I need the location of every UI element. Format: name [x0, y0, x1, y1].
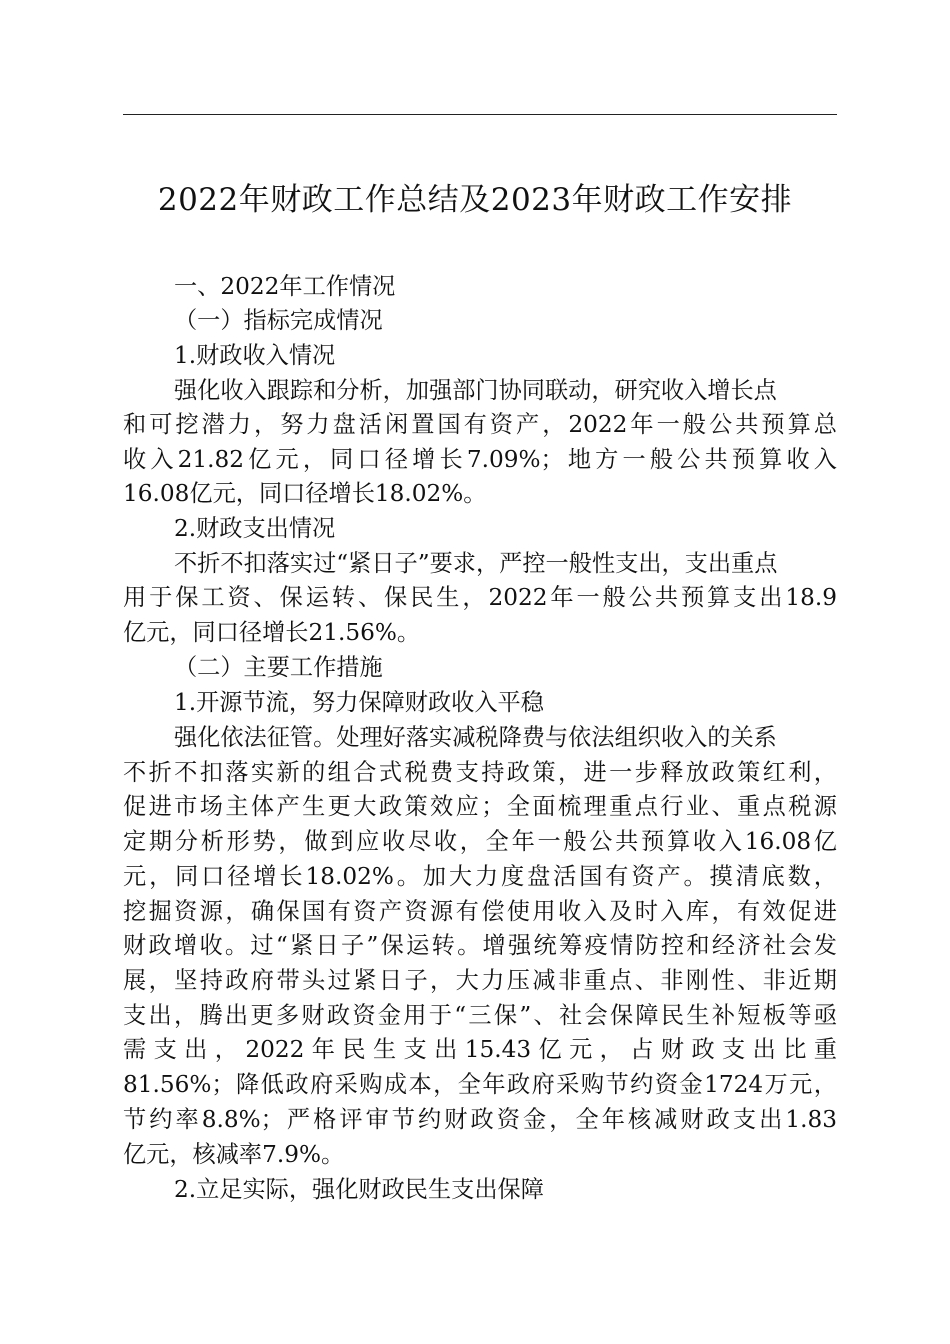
paragraph-line: 元，同口径增长18.02%。加大力度盘活国有资产。摸清底数， [123, 863, 837, 890]
paragraph-line: 81.56%；降低政府采购成本，全年政府采购节约资金1724万元， [123, 1071, 837, 1098]
item-heading: 2.立足实际，强化财政民生支出保障 [174, 1176, 544, 1203]
paragraph-line: 支出，腾出更多财政资金用于“三保”、社会保障民生补短板等亟 [123, 1002, 837, 1029]
paragraph-line: 展，坚持政府带头过紧日子，大力压减非重点、非刚性、非近期 [123, 967, 837, 994]
paragraph-line: 节约率8.8%；严格评审节约财政资金，全年核减财政支出1.83 [123, 1106, 837, 1133]
subsection-heading: （一）指标完成情况 [174, 307, 383, 334]
paragraph-line: 强化收入跟踪和分析，加强部门协同联动，研究收入增长点 [174, 377, 777, 404]
paragraph-line: 强化依法征管。处理好落实减税降费与依法组织收入的关系 [174, 724, 777, 751]
paragraph-line: 16.08亿元，同口径增长18.02%。 [123, 480, 487, 507]
item-heading: 2.财政支出情况 [174, 515, 336, 542]
page-title: 2022年财政工作总结及2023年财政工作安排 [157, 182, 793, 218]
paragraph-line: 需支出，2022年民生支出15.43亿元，占财政支出比重 [123, 1036, 837, 1063]
paragraph-line: 亿元，同口径增长21.56%。 [123, 619, 421, 646]
paragraph-line: 挖掘资源，确保国有资产资源有偿使用收入及时入库，有效促进 [123, 898, 837, 925]
paragraph-line: 促进市场主体产生更大政策效应；全面梳理重点行业、重点税源 [123, 793, 837, 820]
paragraph-line: 定期分析形势，做到应收尽收，全年一般公共预算收入16.08亿 [123, 828, 837, 855]
item-heading: 1.开源节流，努力保障财政收入平稳 [174, 689, 544, 716]
subsection-heading: （二）主要工作措施 [174, 654, 383, 681]
paragraph-line: 收入21.82亿元，同口径增长7.09%；地方一般公共预算收入 [123, 446, 837, 473]
header-rule [123, 114, 837, 115]
paragraph-line: 和可挖潜力，努力盘活闲置国有资产，2022年一般公共预算总 [123, 411, 837, 438]
paragraph-line: 财政增收。过“紧日子”保运转。增强统筹疫情防控和经济社会发 [123, 932, 837, 959]
paragraph-line: 亿元，核减率7.9%。 [123, 1141, 345, 1168]
item-heading: 1.财政收入情况 [174, 342, 336, 369]
paragraph-line: 不折不扣落实过“紧日子”要求，严控一般性支出，支出重点 [174, 550, 778, 577]
section-heading: 一、2022年工作情况 [174, 273, 396, 300]
paragraph-line: 不折不扣落实新的组合式税费支持政策，进一步释放政策红利， [123, 759, 837, 786]
paragraph-line: 用于保工资、保运转、保民生，2022年一般公共预算支出18.9 [123, 584, 837, 611]
